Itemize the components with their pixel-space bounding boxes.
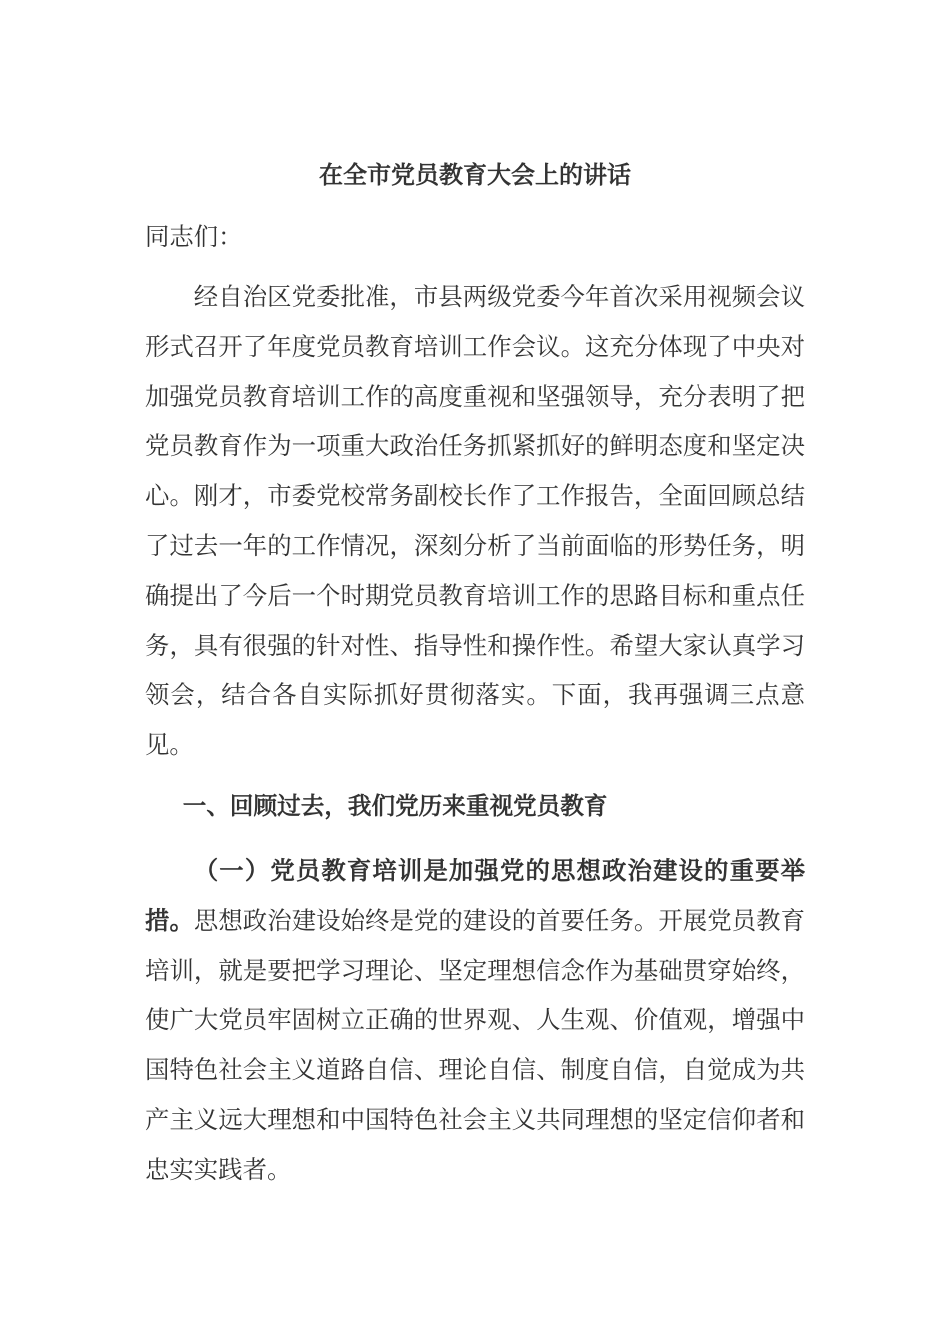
salutation: 同志们：: [145, 222, 243, 251]
intro-paragraph: 经自治区党委批准，市县两级党委今年首次采用视频会议形式召开了年度党员教育培训工作会议。这充分体现了中央对加强党员教育培训工作的高度重视和坚强领导，充分表明了把党员教育作为一项重大政治任务抓紧抓好的鲜明态度和坚定决心。刚才，市委党校常务副校长作了工作报告，全面回顾总结了过去一年的工作情况，深刻分析了当前面临的形势任务，明确提出了今后一个时期党员教育培训工作的思路目标和重点任务，具有很强的针对性、指导性和操作性。希望大家认真学习领会，结合各自实际抓好贯彻落实。下面，我再强调三点意见。: [145, 282, 805, 760]
section-heading-1: 一、回顾过去，我们党历来重视党员教育: [182, 792, 608, 820]
subsection-paragraph-1: [145, 846, 805, 1195]
subsection-lead: （一）党员教育培训是加强党的思想政治建设的重要举措。: [145, 856, 805, 935]
subsection-body: 思想政治建设始终是党的建设的首要任务。开展党员教育培训，就是要把学习理论、坚定理想信念作为基础贯穿始终，使广大党员牢固树立正确的世界观、人生观、价值观，增强中国特色社会主义道路自信、理论自信、制度自信，自觉成为共产主义远大理想和中国特色社会主义共同理想的坚定信仰者和忠实实践者。: [145, 905, 805, 1184]
page-title: 在全市党员教育大会上的讲话: [319, 161, 631, 189]
